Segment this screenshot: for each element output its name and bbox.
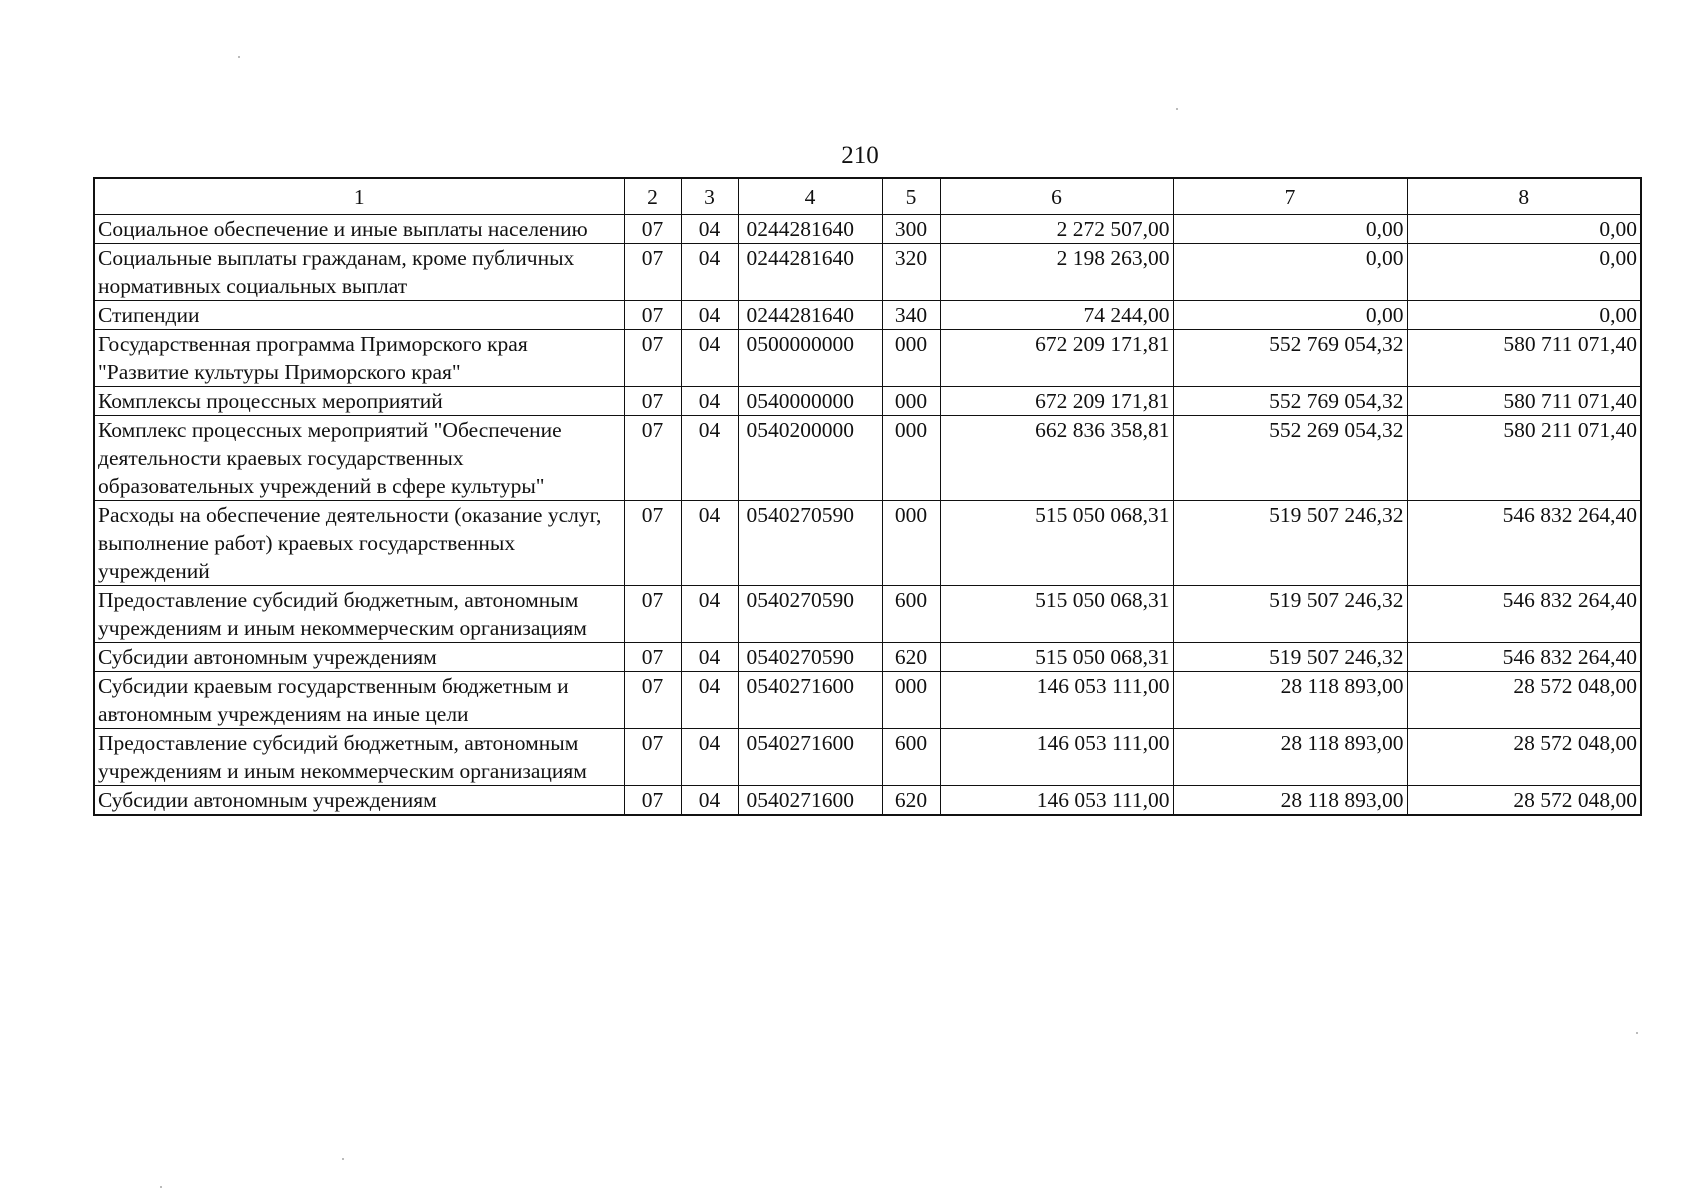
row-section: 07 <box>624 786 681 816</box>
row-target-article: 0540271600 <box>738 786 882 816</box>
row-amount-year2: 0,00 <box>1173 215 1407 244</box>
row-subsection: 04 <box>681 672 738 729</box>
row-amount-year1: 146 053 111,00 <box>940 729 1173 786</box>
page-number: 210 <box>841 142 879 169</box>
row-expense-type: 620 <box>882 643 940 672</box>
row-amount-year2: 552 769 054,32 <box>1173 387 1407 416</box>
row-section: 07 <box>624 586 681 643</box>
column-header: 5 <box>882 178 940 215</box>
row-amount-year1: 662 836 358,81 <box>940 416 1173 501</box>
row-expense-type: 300 <box>882 215 940 244</box>
row-target-article: 0540271600 <box>738 729 882 786</box>
row-amount-year3: 28 572 048,00 <box>1407 672 1641 729</box>
row-subsection: 04 <box>681 786 738 816</box>
row-amount-year2: 28 118 893,00 <box>1173 729 1407 786</box>
row-amount-year1: 2 198 263,00 <box>940 244 1173 301</box>
row-amount-year2: 552 769 054,32 <box>1173 330 1407 387</box>
table-row <box>94 501 1641 586</box>
row-amount-year2: 0,00 <box>1173 244 1407 301</box>
row-amount-year3: 546 832 264,40 <box>1407 501 1641 586</box>
row-target-article: 0244281640 <box>738 244 882 301</box>
row-subsection: 04 <box>681 586 738 643</box>
row-name: Предоставление субсидий бюджетным, автономным учреждениям и иным некоммерческим организациям <box>94 586 624 643</box>
row-subsection: 04 <box>681 244 738 301</box>
row-target-article: 0244281640 <box>738 301 882 330</box>
row-name: Расходы на обеспечение деятельности (оказание услуг, выполнение работ) краевых государственных учреждений <box>94 501 624 586</box>
column-header: 8 <box>1407 178 1641 215</box>
row-name: Государственная программа Приморского края "Развитие культуры Приморского края" <box>94 330 624 387</box>
row-section: 07 <box>624 643 681 672</box>
row-amount-year3: 28 572 048,00 <box>1407 729 1641 786</box>
budget-table <box>93 177 1642 816</box>
row-target-article: 0244281640 <box>738 215 882 244</box>
row-name: Социальное обеспечение и иные выплаты населению <box>94 215 624 244</box>
row-amount-year1: 515 050 068,31 <box>940 643 1173 672</box>
row-name: Социальные выплаты гражданам, кроме публичных нормативных социальных выплат <box>94 244 624 301</box>
row-name: Предоставление субсидий бюджетным, автономным учреждениям и иным некоммерческим организациям <box>94 729 624 786</box>
row-target-article: 0540271600 <box>738 672 882 729</box>
row-amount-year1: 515 050 068,31 <box>940 586 1173 643</box>
scan-speck <box>238 56 240 58</box>
row-target-article: 0500000000 <box>738 330 882 387</box>
row-amount-year3: 0,00 <box>1407 301 1641 330</box>
row-target-article: 0540200000 <box>738 416 882 501</box>
row-amount-year3: 546 832 264,40 <box>1407 586 1641 643</box>
row-amount-year2: 519 507 246,32 <box>1173 586 1407 643</box>
scan-speck <box>160 1186 162 1188</box>
scan-speck <box>342 1158 344 1160</box>
row-expense-type: 000 <box>882 501 940 586</box>
row-amount-year2: 519 507 246,32 <box>1173 643 1407 672</box>
row-name: Субсидии автономным учреждениям <box>94 786 624 816</box>
row-amount-year1: 672 209 171,81 <box>940 387 1173 416</box>
row-target-article: 0540270590 <box>738 643 882 672</box>
row-amount-year2: 28 118 893,00 <box>1173 672 1407 729</box>
row-amount-year2: 552 269 054,32 <box>1173 416 1407 501</box>
column-header: 2 <box>624 178 681 215</box>
row-amount-year3: 580 211 071,40 <box>1407 416 1641 501</box>
row-expense-type: 600 <box>882 729 940 786</box>
row-name: Стипендии <box>94 301 624 330</box>
row-amount-year3: 0,00 <box>1407 215 1641 244</box>
table-row <box>94 387 1641 416</box>
row-section: 07 <box>624 244 681 301</box>
row-expense-type: 340 <box>882 301 940 330</box>
row-expense-type: 600 <box>882 586 940 643</box>
row-amount-year1: 146 053 111,00 <box>940 672 1173 729</box>
row-target-article: 0540000000 <box>738 387 882 416</box>
row-amount-year2: 0,00 <box>1173 301 1407 330</box>
column-header: 1 <box>94 178 624 215</box>
table-header-row <box>94 178 1641 215</box>
row-section: 07 <box>624 301 681 330</box>
row-amount-year3: 28 572 048,00 <box>1407 786 1641 816</box>
row-subsection: 04 <box>681 416 738 501</box>
row-section: 07 <box>624 330 681 387</box>
row-subsection: 04 <box>681 301 738 330</box>
table-row <box>94 643 1641 672</box>
row-target-article: 0540270590 <box>738 501 882 586</box>
row-name: Комплексы процессных мероприятий <box>94 387 624 416</box>
table-row <box>94 786 1641 816</box>
row-subsection: 04 <box>681 501 738 586</box>
scan-speck <box>1636 1032 1638 1034</box>
table-row <box>94 672 1641 729</box>
row-target-article: 0540270590 <box>738 586 882 643</box>
row-section: 07 <box>624 501 681 586</box>
table-row <box>94 215 1641 244</box>
column-header: 3 <box>681 178 738 215</box>
row-amount-year1: 146 053 111,00 <box>940 786 1173 816</box>
row-section: 07 <box>624 416 681 501</box>
table-row <box>94 416 1641 501</box>
table-row <box>94 729 1641 786</box>
row-subsection: 04 <box>681 215 738 244</box>
column-header: 4 <box>738 178 882 215</box>
row-name: Комплекс процессных мероприятий "Обеспечение деятельности краевых государственных образовательных учреждений в сфере культуры" <box>94 416 624 501</box>
row-amount-year2: 519 507 246,32 <box>1173 501 1407 586</box>
row-subsection: 04 <box>681 387 738 416</box>
row-subsection: 04 <box>681 729 738 786</box>
row-expense-type: 320 <box>882 244 940 301</box>
table-row <box>94 330 1641 387</box>
column-header: 6 <box>940 178 1173 215</box>
row-amount-year2: 28 118 893,00 <box>1173 786 1407 816</box>
row-amount-year3: 546 832 264,40 <box>1407 643 1641 672</box>
row-amount-year3: 580 711 071,40 <box>1407 387 1641 416</box>
table-row <box>94 586 1641 643</box>
row-name: Субсидии автономным учреждениям <box>94 643 624 672</box>
row-amount-year1: 672 209 171,81 <box>940 330 1173 387</box>
row-subsection: 04 <box>681 643 738 672</box>
row-section: 07 <box>624 672 681 729</box>
table-row <box>94 244 1641 301</box>
row-expense-type: 000 <box>882 416 940 501</box>
row-section: 07 <box>624 729 681 786</box>
row-amount-year3: 0,00 <box>1407 244 1641 301</box>
row-expense-type: 000 <box>882 330 940 387</box>
row-subsection: 04 <box>681 330 738 387</box>
row-name: Субсидии краевым государственным бюджетным и автономным учреждениям на иные цели <box>94 672 624 729</box>
row-section: 07 <box>624 387 681 416</box>
row-amount-year1: 515 050 068,31 <box>940 501 1173 586</box>
scan-speck <box>1176 108 1178 110</box>
column-header: 7 <box>1173 178 1407 215</box>
row-amount-year1: 2 272 507,00 <box>940 215 1173 244</box>
table-row <box>94 301 1641 330</box>
row-section: 07 <box>624 215 681 244</box>
row-expense-type: 000 <box>882 387 940 416</box>
row-amount-year3: 580 711 071,40 <box>1407 330 1641 387</box>
row-expense-type: 620 <box>882 786 940 816</box>
row-expense-type: 000 <box>882 672 940 729</box>
row-amount-year1: 74 244,00 <box>940 301 1173 330</box>
